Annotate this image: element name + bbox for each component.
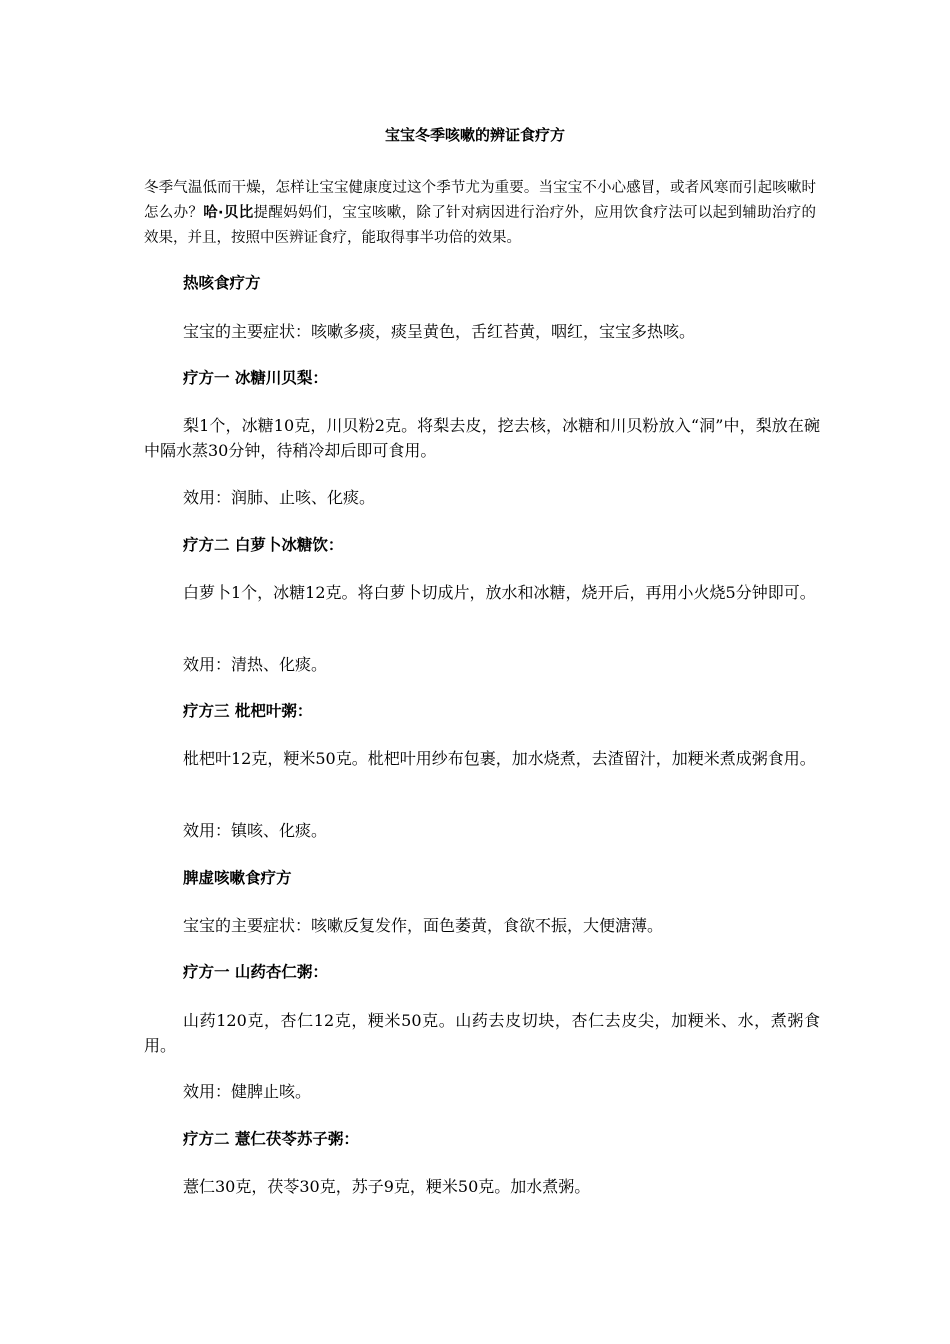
document-title: 宝宝冬季咳嗽的辨证食疗方 (384, 126, 565, 144)
remedy-title: 疗方二 白萝卜冰糖饮： (183, 536, 344, 554)
remedy-title: 疗方一 冰糖川贝梨： (183, 369, 328, 387)
intro-text-part2: 提醒妈妈们，宝宝咳嗽，除了针对病因进行治疗外，应用饮食疗法可以起到辅助治疗的效果，并且，按照中医辨证食疗，能取得事半功倍的效果。 (144, 205, 817, 246)
remedy-effect: 效用：润肺、止咳、化痰。 (183, 488, 376, 507)
intro-paragraph (144, 176, 816, 251)
section-heading-spleen-cough: 脾虚咳嗽食疗方 (183, 869, 292, 887)
section-heading-hot-cough: 热咳食疗方 (183, 274, 261, 292)
brand-name: 哈·贝比 (203, 205, 254, 221)
remedy-method: 白萝卜1个，冰糖12克。将白萝卜切成片，放水和冰糖，烧开后，再用小火烧5分钟即可。 (183, 583, 816, 602)
remedy-title: 疗方二 薏仁茯苓苏子粥： (183, 1130, 359, 1148)
remedy-title: 疗方三 枇杷叶粥： (183, 702, 313, 720)
remedy-method: 枇杷叶12克，粳米50克。枇杷叶用纱布包裹，加水烧煮，去渣留汁，加粳米煮成粥食用。 (183, 749, 816, 768)
remedy-effect: 效用：清热、化痰。 (183, 655, 328, 674)
remedy-method: 薏仁30克，茯苓30克，苏子9克，粳米50克。加水煮粥。 (183, 1177, 591, 1196)
section-symptoms: 宝宝的主要症状：咳嗽多痰，痰呈黄色，舌红苔黄，咽红，宝宝多热咳。 (183, 322, 696, 341)
remedy-title: 疗方一 山药杏仁粥： (183, 963, 328, 981)
remedy-effect: 效用：健脾止咳。 (183, 1082, 312, 1101)
section-symptoms: 宝宝的主要症状：咳嗽反复发作，面色萎黄，食欲不振，大便溏薄。 (183, 916, 664, 935)
intro-text-part1: 冬季气温低而干燥，怎样让宝宝健康度过这个季节尤为重要。当宝宝不小心感冒，或者风寒而引起咳嗽时怎么办？ (144, 180, 816, 221)
remedy-method: 梨1个，冰糖10克，川贝粉2克。将梨去皮，挖去核，冰糖和川贝粉放入“洞”中，梨放在碗中隔水蒸30分钟，待稍冷却后即可食用。 (144, 416, 820, 460)
remedy-effect: 效用：镇咳、化痰。 (183, 821, 328, 840)
remedy-method: 山药120克，杏仁12克，粳米50克。山药去皮切块，杏仁去皮尖，加粳米、水，煮粥食用。 (144, 1011, 820, 1055)
